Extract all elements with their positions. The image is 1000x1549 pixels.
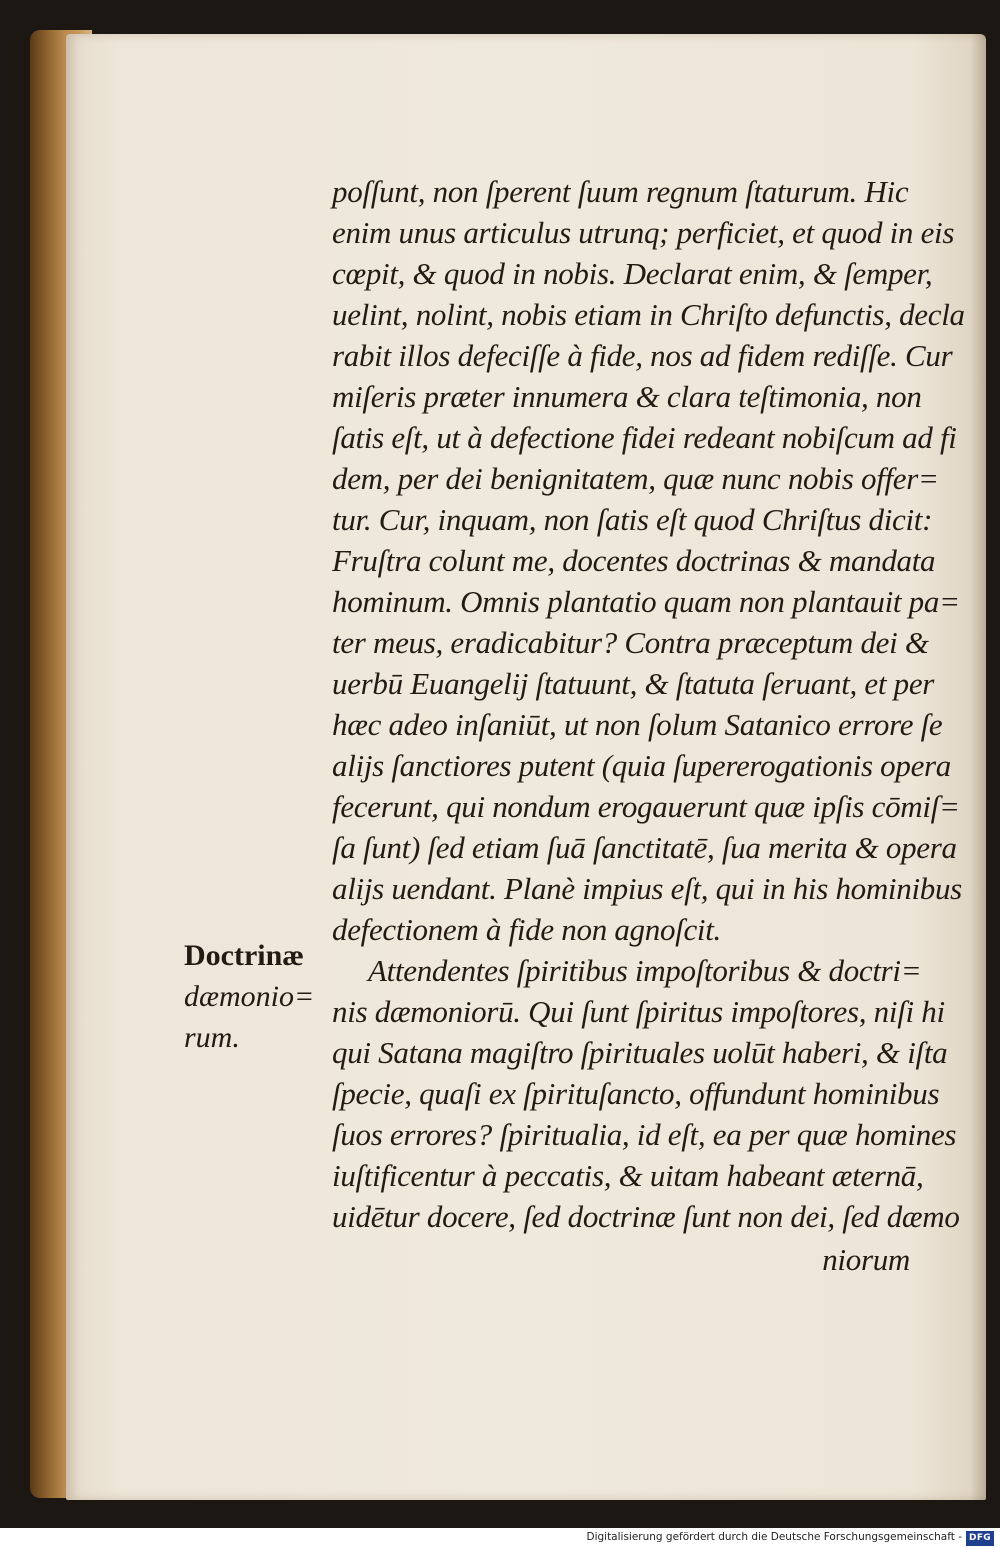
text-line: ſatis eſt, ut à defectione fidei redeant nobiſcum ad fi (332, 420, 957, 455)
footer-bar (0, 1528, 1000, 1549)
dfg-logo: DFG (966, 1531, 994, 1546)
text-line: ſpecie, quaſi ex ſpirituſancto, offundunt hominibus (332, 1076, 940, 1111)
text-line: ſa ſunt) ſed etiam ſuā ſanctitatē, ſua merita & opera (332, 830, 957, 865)
book-page (66, 34, 986, 1500)
text-line: hominum. Omnis plantatio quam non plantauit pa= (332, 584, 960, 619)
text-line: ſuos errores? ſpiritualia, id eſt, ea per quæ homines (332, 1117, 957, 1152)
text-line: cœpit, & quod in nobis. Declarat enim, & ſemper, (332, 256, 933, 291)
margin-note-line: Doctrinæ (184, 939, 304, 972)
text-line: Attendentes ſpiritibus impoſtoribus & doctri= (368, 953, 922, 988)
text-line: dem, per dei benignitatem, quæ nunc nobis offer= (332, 461, 939, 496)
text-line: alijs uendant. Planè impius eſt, qui in his hominibus (332, 871, 962, 906)
text-line: fecerunt, qui nondum erogauerunt quæ ipſis cōmiſ= (332, 789, 960, 824)
text-line: uidētur docere, ſed doctrinæ ſunt non dei, ſed dæmo (332, 1199, 960, 1234)
text-line: poſſunt, non ſperent ſuum regnum ſtaturum. Hic (332, 174, 909, 209)
text-line: iuſtificentur à peccatis, & uitam habeant æternā, (332, 1158, 924, 1193)
text-line: enim unus articulus utrunq; perficiet, et quod in eis (332, 215, 955, 250)
text-line: tur. Cur, inquam, non ſatis eſt quod Chriſtus dicit: (332, 502, 933, 537)
text-line: uelint, nolint, nobis etiam in Chriſto defunctis, decla (332, 297, 965, 332)
text-line: niorum (822, 1242, 910, 1277)
text-line: ter meus, eradicabitur? Contra præceptum dei & (332, 625, 929, 660)
text-line: qui Satana magiſtro ſpirituales uolūt haberi, & iſta (332, 1035, 948, 1070)
text-line: defectionem à fide non agnoſcit. (332, 912, 721, 947)
text-line: uerbū Euangelij ſtatuunt, & ſtatuta ſeruant, et per (332, 666, 935, 701)
text-line: miſeris præter innumera & clara teſtimonia, non (332, 379, 922, 414)
text-line: rabit illos defeciſſe à fide, nos ad fidem rediſſe. Cur (332, 338, 953, 373)
margin-note-line: dæmonio= (184, 980, 315, 1013)
text-line: Fruſtra colunt me, docentes doctrinas & mandata (332, 543, 936, 578)
text-line: hæc adeo inſaniūt, ut non ſolum Satanico errore ſe (332, 707, 943, 742)
text-line: nis dæmoniorū. Qui ſunt ſpiritus impoſtores, niſi hi (332, 994, 945, 1029)
text-line: alijs ſanctiores putent (quia ſupererogationis opera (332, 748, 951, 783)
margin-note-line: rum. (184, 1021, 240, 1054)
footer-credit: Digitalisierung gefördert durch die Deutsche Forschungsgemeinschaft - (586, 1531, 962, 1543)
